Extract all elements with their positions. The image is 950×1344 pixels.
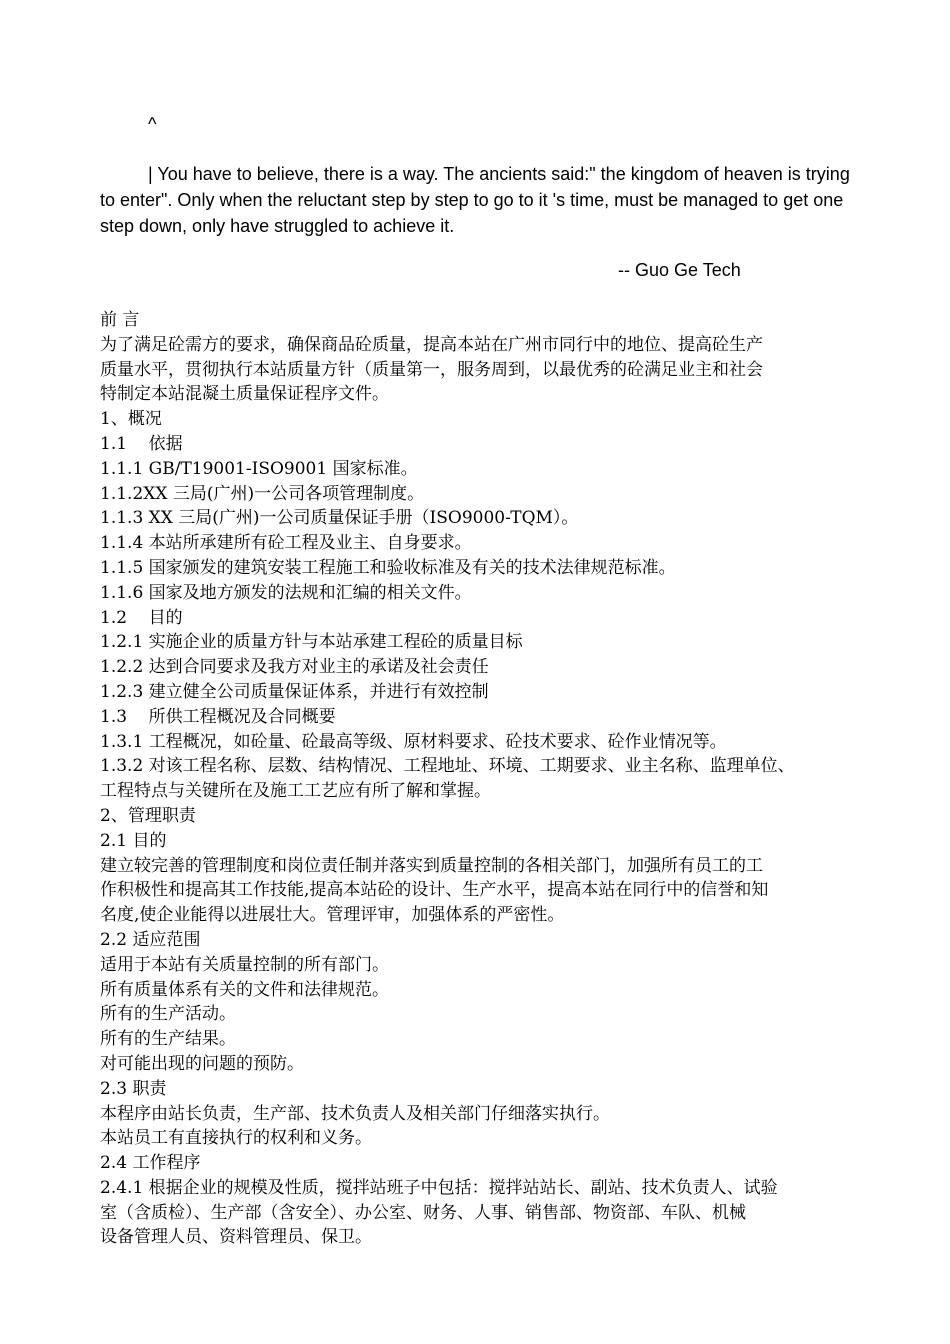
section-heading: 1、概况 xyxy=(100,409,162,430)
body-line: 所有质量体系有关的文件和法律规范。 xyxy=(100,979,389,1000)
body-line: 1.1.1 GB/T19001-ISO9001 国家标准。 xyxy=(100,458,418,479)
body-line: 1.2.2 达到合同要求及我方对业主的承诺及社会责任 xyxy=(100,657,489,678)
body-line: 1.1.6 国家及地方颁发的法规和汇编的相关文件。 xyxy=(100,582,472,603)
subsection-heading: 1.1 依据 xyxy=(100,433,183,454)
subsection-heading: 2.3 职责 xyxy=(100,1078,167,1099)
caret-mark: ^ xyxy=(148,114,157,134)
section-heading-preface: 前 言 xyxy=(100,310,140,330)
body-line: 工程特点与关键所在及施工工艺应有所了解和掌握。 xyxy=(100,781,491,802)
subsection-heading: 1.2 目的 xyxy=(100,607,183,628)
body-line: 特制定本站混凝土质量保证程序文件。 xyxy=(100,384,389,405)
subsection-heading: 2.2 适应范围 xyxy=(100,929,201,950)
body-line: 作积极性和提高其工作技能,提高本站砼的设计、生产水平，提高本站在同行中的信誉和知 xyxy=(100,880,769,901)
subsection-heading: 2.1 目的 xyxy=(100,830,167,851)
body-line: 质量水平，贯彻执行本站质量方针（质量第一，服务周到，以最优秀的砼满足业主和社会 xyxy=(100,359,763,380)
subsection-heading: 2.4 工作程序 xyxy=(100,1153,201,1174)
body-line: 2.4.1 根据企业的规模及性质，搅拌站班子中包括：搅拌站站长、副站、技术负责人、试验 xyxy=(100,1177,778,1198)
body-line: 1.1.5 国家颁发的建筑安装工程施工和验收标准及有关的技术法律规范标准。 xyxy=(100,557,676,578)
body-line: 1.1.4 本站所承建所有砼工程及业主、自身要求。 xyxy=(100,533,472,554)
body-line: 1.3.1 工程概况，如砼量、砼最高等级、原材料要求、砼技术要求、砼作业情况等。 xyxy=(100,731,727,752)
body-line: 本站员工有直接执行的权利和义务。 xyxy=(100,1128,372,1149)
body-line: 为了满足砼需方的要求，确保商品砼质量，提高本站在广州市同行中的地位、提高砼生产 xyxy=(100,334,763,355)
body-line: 1.2.3 建立健全公司质量保证体系，并进行有效控制 xyxy=(100,681,489,702)
body-line: 所有的生产结果。 xyxy=(100,1029,236,1050)
body-line: 建立较完善的管理制度和岗位责任制并落实到质量控制的各相关部门，加强所有员工的工 xyxy=(100,855,763,876)
body-line: 所有的生产活动。 xyxy=(100,1004,236,1025)
quote-signature: -- Guo Ge Tech xyxy=(618,260,741,280)
section-heading: 2、管理职责 xyxy=(100,805,196,826)
body-line: 名度,使企业能得以进展壮大。管理评审，加强体系的严密性。 xyxy=(100,905,565,926)
body-line: 1.3.2 对该工程名称、层数、结构情况、工程地址、环境、工期要求、业主名称、监理单位、 xyxy=(100,756,795,777)
subsection-heading: 1.3 所供工程概况及合同概要 xyxy=(100,706,336,727)
body-line: 1.1.3 XX 三局(广州)一公司质量保证手册（ISO9000-TQM）。 xyxy=(100,508,579,529)
motto-quote: | You have to believe, there is a way. The ancients said:" the kingdom of heaven is trying to enter". Only when the reluctant step by step to go to it 's time, must be managed to get one step down, only have struggled to achieve it. xyxy=(100,164,850,236)
body-line: 本程序由站长负责，生产部、技术负责人及相关部门仔细落实执行。 xyxy=(100,1103,610,1124)
body-line: 1.2.1 实施企业的质量方针与本站承建工程砼的质量目标 xyxy=(100,632,523,653)
body-line: 室（含质检）、生产部（含安全）、办公室、财务、人事、销售部、物资部、车队、机械 xyxy=(100,1202,746,1223)
body-line: 适用于本站有关质量控制的所有部门。 xyxy=(100,954,389,975)
body-line: 设备管理人员、资料管理员、保卫。 xyxy=(100,1227,372,1248)
body-line: 对可能出现的问题的预防。 xyxy=(100,1053,304,1074)
document-body xyxy=(100,308,880,1250)
body-line: 1.1.2XX 三局(广州)一公司各项管理制度。 xyxy=(100,483,425,504)
